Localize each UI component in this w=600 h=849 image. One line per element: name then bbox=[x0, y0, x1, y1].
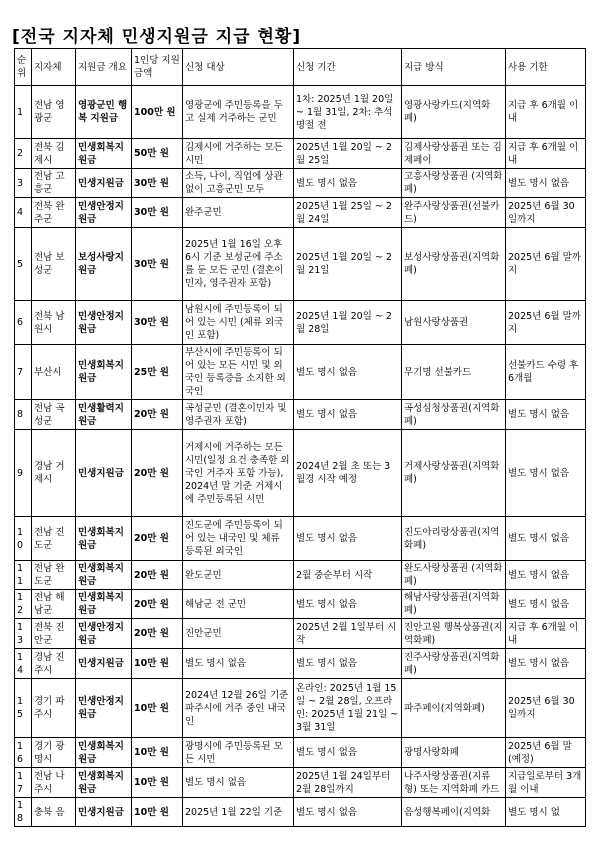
method-cell: 진안고원 행복상품권(지역화폐) bbox=[402, 619, 506, 649]
amount-cell: 10만 원 bbox=[132, 679, 183, 738]
region-cell: 전남 영광군 bbox=[32, 86, 76, 139]
period-cell: 2025년 1월 24일부터 2월 28일까지 bbox=[294, 768, 402, 798]
header-cell: 지원금 개요 bbox=[76, 49, 132, 86]
program-name-cell: 민생지원금 bbox=[76, 798, 132, 827]
table-row bbox=[15, 517, 586, 561]
target-cell: 소득, 나이, 직업에 상관없이 고흥군민 모두 bbox=[183, 169, 294, 198]
method-cell: 고흥사랑상품권 (지역화폐) bbox=[402, 169, 506, 198]
expiry-cell: 2025년 6월 말까지 bbox=[506, 228, 586, 301]
program-name-cell: 민생회복지원금 bbox=[76, 139, 132, 169]
amount-cell: 10만 원 bbox=[132, 798, 183, 827]
row-number: 8 bbox=[15, 400, 32, 430]
program-name-cell: 민생활력지원금 bbox=[76, 400, 132, 430]
expiry-cell: 별도 명시 없음 bbox=[506, 590, 586, 619]
target-cell: 곡성군민 (결혼이민자 및 영주권자 포함) bbox=[183, 400, 294, 430]
period-cell: 2025년 2월 1일부터 시작 bbox=[294, 619, 402, 649]
program-name-cell: 민생안정지원금 bbox=[76, 619, 132, 649]
program-name-cell: 민생지원금 bbox=[76, 169, 132, 198]
row-number: 17 bbox=[15, 768, 32, 798]
amount-cell: 50만 원 bbox=[132, 139, 183, 169]
expiry-cell: 선불카드 수령 후 6개월 bbox=[506, 345, 586, 400]
amount-cell: 30만 원 bbox=[132, 301, 183, 345]
target-cell: 영광군에 주민등록을 두고 실제 거주하는 군민 bbox=[183, 86, 294, 139]
target-cell: 진도군에 주민등록이 되어 있는 내국인 및 체류 등록된 외국인 bbox=[183, 517, 294, 561]
period-cell: 2024년 2월 초 또는 3월경 시작 예정 bbox=[294, 430, 402, 517]
program-name-cell: 보성사랑지원금 bbox=[76, 228, 132, 301]
expiry-cell: 2025년 6월 말까지 bbox=[506, 301, 586, 345]
method-cell: 영광사랑카드(지역화폐) bbox=[402, 86, 506, 139]
table-row bbox=[15, 619, 586, 649]
row-number: 16 bbox=[15, 738, 32, 768]
table-row bbox=[15, 768, 586, 798]
expiry-cell: 지급 후 6개월 이내 bbox=[506, 86, 586, 139]
method-cell: 진도아리랑상품권(지역화폐) bbox=[402, 517, 506, 561]
region-cell: 경남 진주시 bbox=[32, 649, 76, 679]
table-row bbox=[15, 400, 586, 430]
page-title: [전국 지자체 민생지원금 지급 현황] bbox=[12, 27, 302, 47]
period-cell: 별도 명시 없음 bbox=[294, 798, 402, 827]
target-cell: 완주군민 bbox=[183, 198, 294, 228]
method-cell: 완도사랑상품권 (지역화폐) bbox=[402, 561, 506, 590]
method-cell: 보성사랑상품권(지역화폐) bbox=[402, 228, 506, 301]
region-cell: 전북 완주군 bbox=[32, 198, 76, 228]
row-number: 3 bbox=[15, 169, 32, 198]
row-number: 13 bbox=[15, 619, 32, 649]
program-name-cell: 민생회복지원금 bbox=[76, 345, 132, 400]
method-cell: 나주사랑상품권(지류형) 또는 지역화폐 카드 bbox=[402, 768, 506, 798]
header-cell: 신청 기간 bbox=[294, 49, 402, 86]
amount-cell: 100만 원 bbox=[132, 86, 183, 139]
expiry-cell: 별도 명시 없음 bbox=[506, 517, 586, 561]
method-cell: 음성행복페이(지역화 bbox=[402, 798, 506, 827]
target-cell: 별도 명시 없음 bbox=[183, 649, 294, 679]
method-cell: 곡성심청상품권(지역화폐) bbox=[402, 400, 506, 430]
header-row bbox=[15, 49, 586, 86]
period-cell: 2025년 1월 20일 ~ 2월 21일 bbox=[294, 228, 402, 301]
expiry-cell: 2025년 6월 30일까지 bbox=[506, 198, 586, 228]
period-cell: 별도 명시 없음 bbox=[294, 590, 402, 619]
header-cell: 사용 기한 bbox=[506, 49, 586, 86]
program-name-cell: 민생지원금 bbox=[76, 430, 132, 517]
header-cell: 순위 bbox=[15, 49, 32, 86]
row-number: 12 bbox=[15, 590, 32, 619]
region-cell: 전남 진도군 bbox=[32, 517, 76, 561]
table-row bbox=[15, 590, 586, 619]
expiry-cell: 별도 명시 없음 bbox=[506, 430, 586, 517]
target-cell: 별도 명시 없음 bbox=[183, 768, 294, 798]
header-cell: 지자체 bbox=[32, 49, 76, 86]
amount-cell: 25만 원 bbox=[132, 345, 183, 400]
expiry-cell: 지급일로부터 3개월 이내 bbox=[506, 768, 586, 798]
amount-cell: 10만 원 bbox=[132, 768, 183, 798]
row-number: 10 bbox=[15, 517, 32, 561]
method-cell: 완주사랑상품권(선불카드) bbox=[402, 198, 506, 228]
period-cell: 별도 명시 없음 bbox=[294, 169, 402, 198]
row-number: 6 bbox=[15, 301, 32, 345]
program-name-cell: 영광군민 행복 지원금 bbox=[76, 86, 132, 139]
region-cell: 경기 광명시 bbox=[32, 738, 76, 768]
row-number: 7 bbox=[15, 345, 32, 400]
table-row bbox=[15, 198, 586, 228]
period-cell: 온라인: 2025년 1월 15일 ~ 2월 28일, 오프라인: 2025년 1월 21일 ~ 3월 31일 bbox=[294, 679, 402, 738]
region-cell: 충북 음 bbox=[32, 798, 76, 827]
subsidy-table bbox=[14, 48, 586, 827]
period-cell: 별도 명시 없음 bbox=[294, 400, 402, 430]
target-cell: 해남군 전 군민 bbox=[183, 590, 294, 619]
program-name-cell: 민생회복지원금 bbox=[76, 517, 132, 561]
expiry-cell: 별도 명시 없음 bbox=[506, 649, 586, 679]
table-row bbox=[15, 738, 586, 768]
program-name-cell: 민생회복지원금 bbox=[76, 738, 132, 768]
region-cell: 전남 완도군 bbox=[32, 561, 76, 590]
region-cell: 전남 보성군 bbox=[32, 228, 76, 301]
region-cell: 전북 김제시 bbox=[32, 139, 76, 169]
row-number: 14 bbox=[15, 649, 32, 679]
region-cell: 전남 고흥군 bbox=[32, 169, 76, 198]
target-cell: 2025년 1월 22일 기준 bbox=[183, 798, 294, 827]
table-row bbox=[15, 430, 586, 517]
header-cell: 신청 대상 bbox=[183, 49, 294, 86]
expiry-cell: 별도 명시 없음 bbox=[506, 400, 586, 430]
method-cell: 무기명 선불카드 bbox=[402, 345, 506, 400]
target-cell: 진안군민 bbox=[183, 619, 294, 649]
amount-cell: 30만 원 bbox=[132, 228, 183, 301]
period-cell: 2025년 1월 20일 ~ 2월 28일 bbox=[294, 301, 402, 345]
region-cell: 전남 나주시 bbox=[32, 768, 76, 798]
target-cell: 광명시에 주민등록된 모든 시민 bbox=[183, 738, 294, 768]
method-cell: 김제사랑상품권 또는 김제페이 bbox=[402, 139, 506, 169]
row-number: 2 bbox=[15, 139, 32, 169]
table-row bbox=[15, 86, 586, 139]
program-name-cell: 민생지원금 bbox=[76, 649, 132, 679]
target-cell: 2024년 12월 26일 기준 파주시에 거주 중인 내국인 bbox=[183, 679, 294, 738]
period-cell: 2025년 1월 20일 ~ 2월 25일 bbox=[294, 139, 402, 169]
expiry-cell: 별도 명시 없음 bbox=[506, 169, 586, 198]
row-number: 1 bbox=[15, 86, 32, 139]
expiry-cell: 별도 명시 없음 bbox=[506, 561, 586, 590]
method-cell: 광명사랑화폐 bbox=[402, 738, 506, 768]
target-cell: 김제시에 거주하는 모든 시민 bbox=[183, 139, 294, 169]
period-cell: 별도 명시 없음 bbox=[294, 345, 402, 400]
target-cell: 거제시에 거주하는 모든 시민(일정 요건 충족한 외국인 거주자 포함 가능), 2024년 말 기준 거제시에 주민등록된 시민 bbox=[183, 430, 294, 517]
period-cell: 별도 명시 없음 bbox=[294, 517, 402, 561]
amount-cell: 20만 원 bbox=[132, 430, 183, 517]
region-cell: 전북 남원시 bbox=[32, 301, 76, 345]
row-number: 15 bbox=[15, 679, 32, 738]
table-row bbox=[15, 649, 586, 679]
amount-cell: 20만 원 bbox=[132, 590, 183, 619]
amount-cell: 20만 원 bbox=[132, 561, 183, 590]
row-number: 18 bbox=[15, 798, 32, 827]
expiry-cell: 2025년 6월 30일까지 bbox=[506, 679, 586, 738]
table-row bbox=[15, 139, 586, 169]
program-name-cell: 민생안정지원금 bbox=[76, 198, 132, 228]
region-cell: 전남 해남군 bbox=[32, 590, 76, 619]
table-row bbox=[15, 679, 586, 738]
amount-cell: 30만 원 bbox=[132, 169, 183, 198]
method-cell: 진주사랑상품권(지역화폐) bbox=[402, 649, 506, 679]
region-cell: 부산시 bbox=[32, 345, 76, 400]
program-name-cell: 민생회복지원금 bbox=[76, 590, 132, 619]
target-cell: 남원시에 주민등록이 되어 있는 시민 (체류 외국인 포함) bbox=[183, 301, 294, 345]
amount-cell: 30만 원 bbox=[132, 198, 183, 228]
amount-cell: 10만 원 bbox=[132, 738, 183, 768]
table-row bbox=[15, 798, 586, 827]
row-number: 9 bbox=[15, 430, 32, 517]
row-number: 5 bbox=[15, 228, 32, 301]
row-number: 11 bbox=[15, 561, 32, 590]
period-cell: 2025년 1월 25일 ~ 2월 24일 bbox=[294, 198, 402, 228]
period-cell: 2월 중순부터 시작 bbox=[294, 561, 402, 590]
table-row bbox=[15, 228, 586, 301]
method-cell: 거제사랑상품권(지역화폐) bbox=[402, 430, 506, 517]
region-cell: 전남 곡성군 bbox=[32, 400, 76, 430]
program-name-cell: 민생회복지원금 bbox=[76, 561, 132, 590]
program-name-cell: 민생안정지원금 bbox=[76, 301, 132, 345]
header-cell: 지급 방식 bbox=[402, 49, 506, 86]
expiry-cell: 별도 명시 없 bbox=[506, 798, 586, 827]
region-cell: 경남 거제시 bbox=[32, 430, 76, 517]
program-name-cell: 민생안정지원금 bbox=[76, 679, 132, 738]
method-cell: 해남사랑상품권(지역화폐) bbox=[402, 590, 506, 619]
method-cell: 남원사랑상품권 bbox=[402, 301, 506, 345]
table-row bbox=[15, 169, 586, 198]
amount-cell: 20만 원 bbox=[132, 400, 183, 430]
amount-cell: 10만 원 bbox=[132, 649, 183, 679]
table-row bbox=[15, 345, 586, 400]
period-cell: 별도 명시 없음 bbox=[294, 649, 402, 679]
amount-cell: 20만 원 bbox=[132, 517, 183, 561]
table-row bbox=[15, 301, 586, 345]
target-cell: 2025년 1월 16일 오후 6시 기준 보성군에 주소를 둔 모든 군민 (결혼이민자, 영주권자 포함) bbox=[183, 228, 294, 301]
amount-cell: 20만 원 bbox=[132, 619, 183, 649]
header-cell: 1인당 지원 금액 bbox=[132, 49, 183, 86]
region-cell: 전북 진안군 bbox=[32, 619, 76, 649]
target-cell: 부산시에 주민등록이 되어 있는 모든 시민 및 외국인 등록증을 소지한 외국인 bbox=[183, 345, 294, 400]
table-row bbox=[15, 561, 586, 590]
method-cell: 파주페이(지역화폐) bbox=[402, 679, 506, 738]
period-cell: 별도 명시 없음 bbox=[294, 738, 402, 768]
period-cell: 1차: 2025년 1월 20일 ~ 1월 31일, 2차: 추석 명절 전 bbox=[294, 86, 402, 139]
expiry-cell: 지급 후 6개월 이내 bbox=[506, 619, 586, 649]
row-number: 4 bbox=[15, 198, 32, 228]
region-cell: 경기 파주시 bbox=[32, 679, 76, 738]
expiry-cell: 지급 후 6개월 이내 bbox=[506, 139, 586, 169]
program-name-cell: 민생회복지원금 bbox=[76, 768, 132, 798]
target-cell: 완도군민 bbox=[183, 561, 294, 590]
expiry-cell: 2025년 6월 말(예정) bbox=[506, 738, 586, 768]
